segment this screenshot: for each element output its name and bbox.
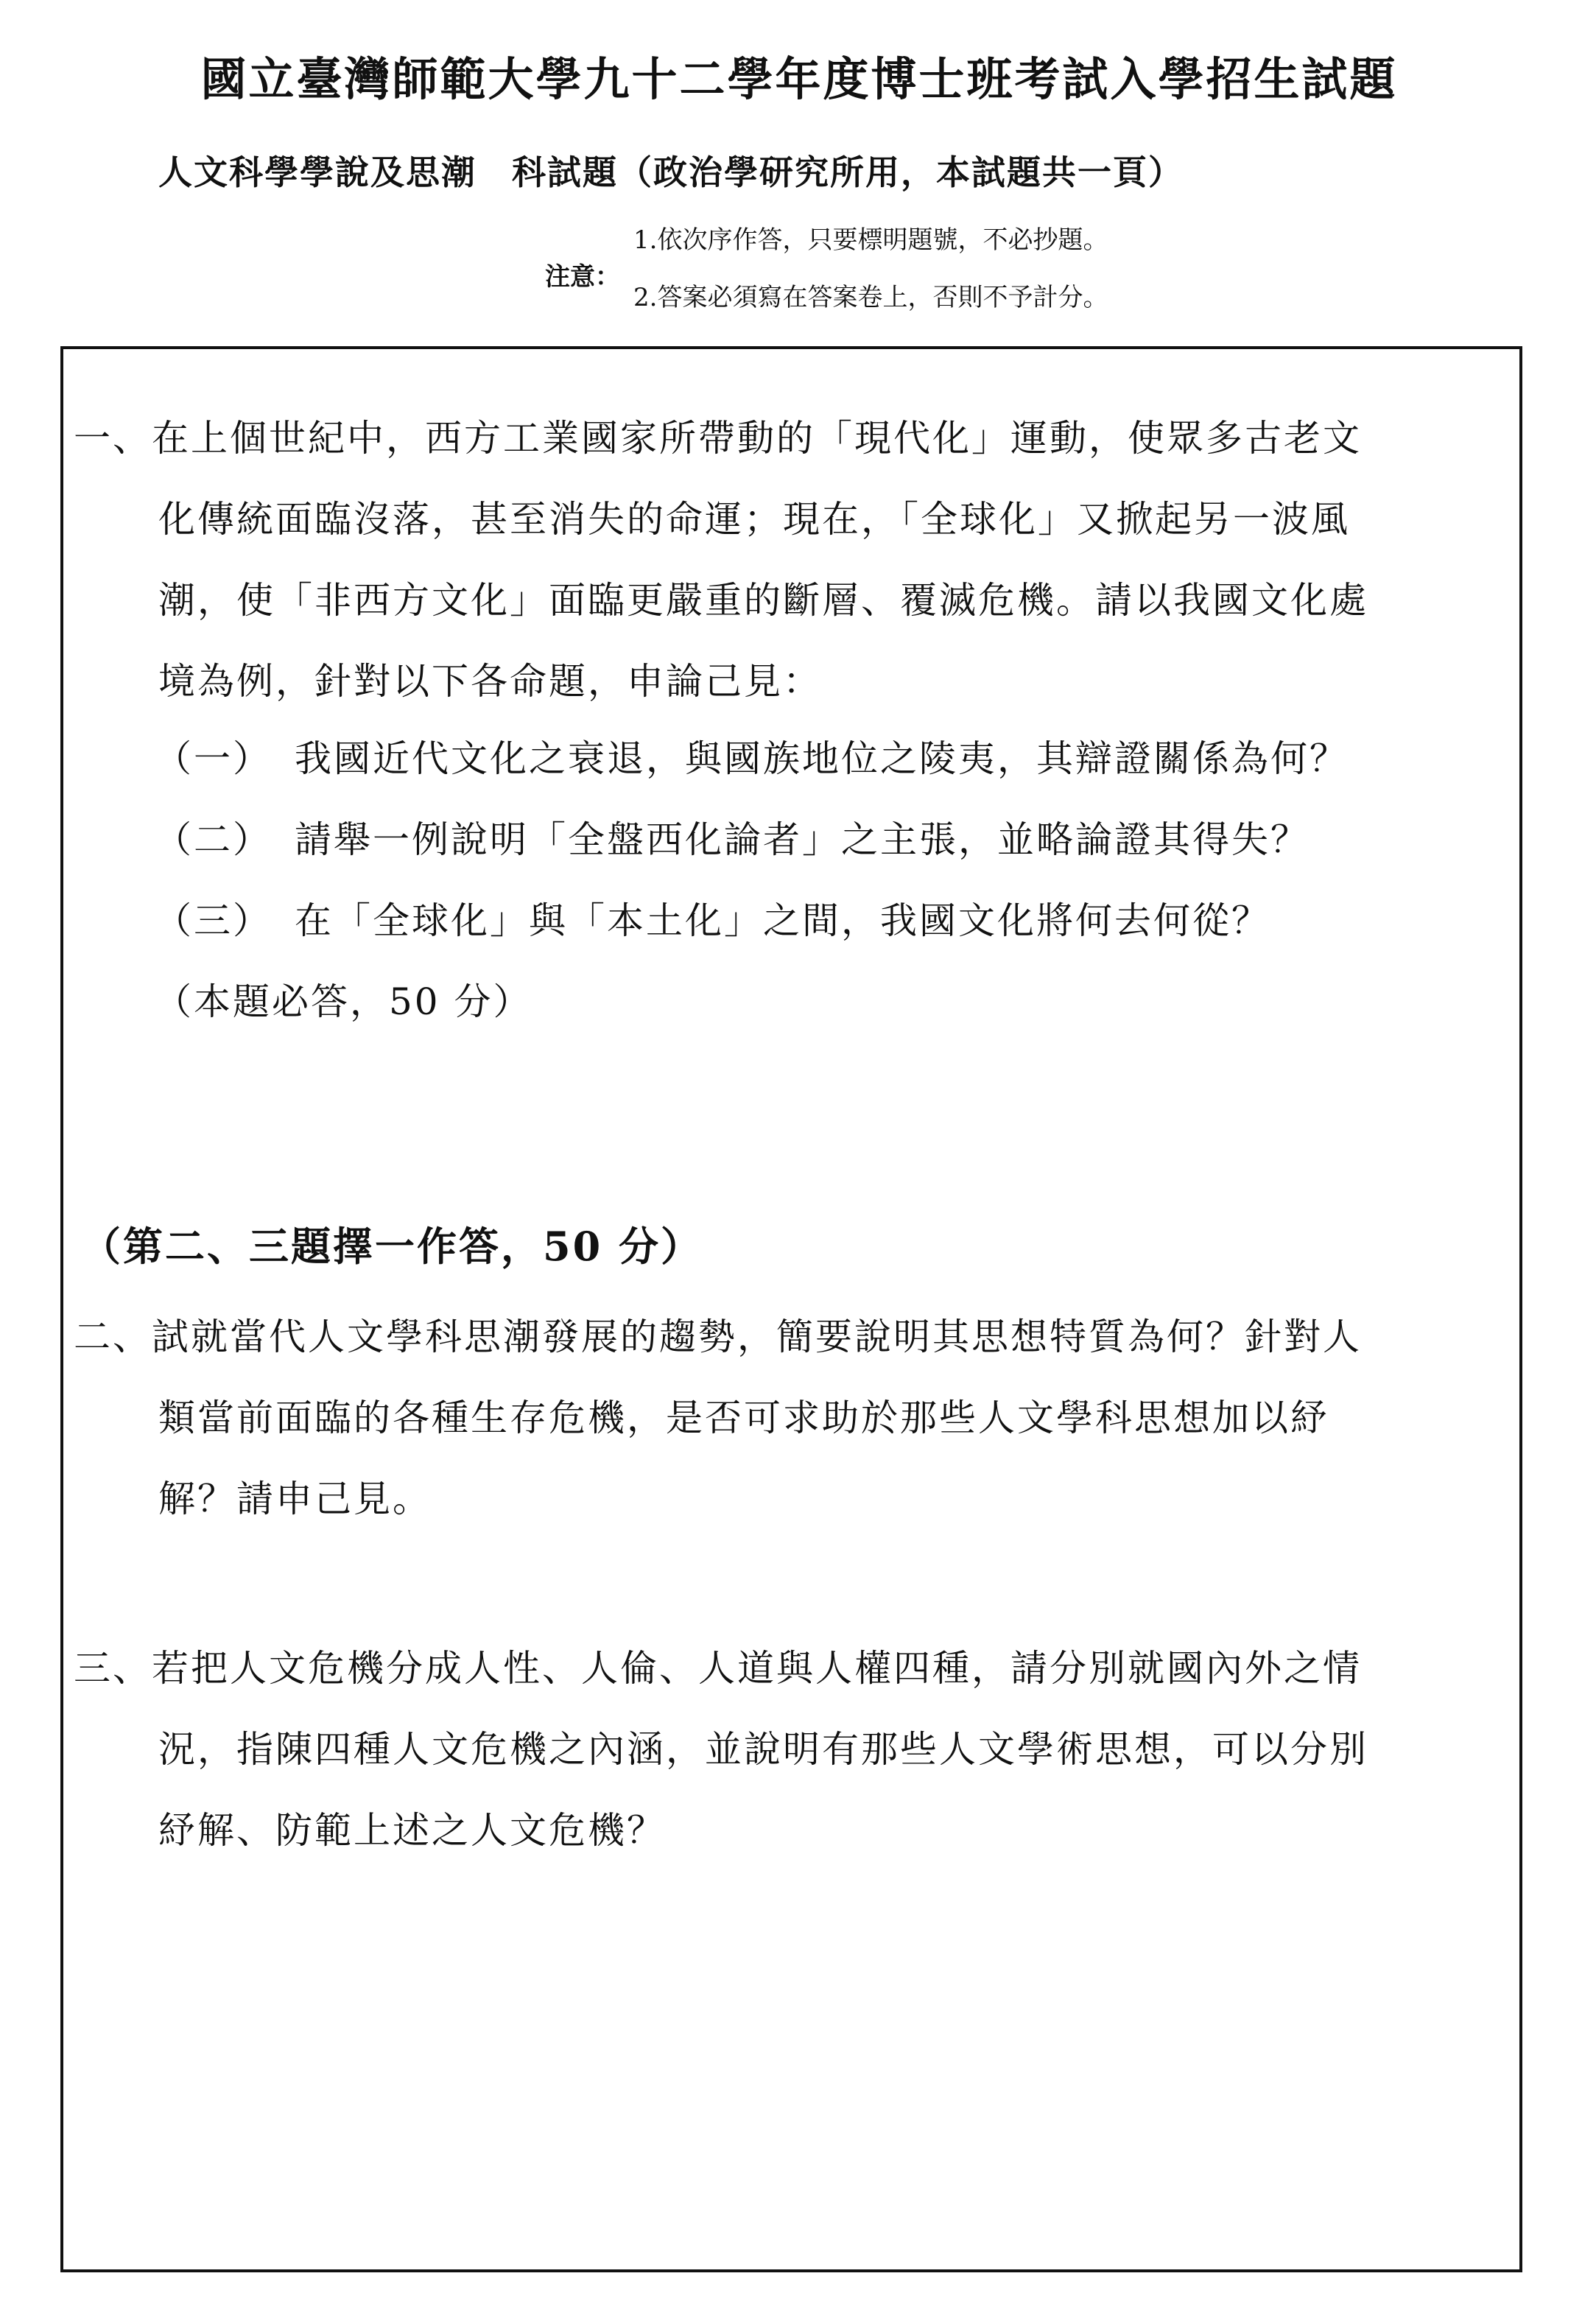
question-1-line-4: 境為例，針對以下各命題，申論己見： (158, 660, 822, 703)
question-2-line-1: 二、試就當代人文學科思潮發展的趨勢，簡要說明其思想特質為何？針對人 (74, 1316, 1362, 1358)
exam-subtitle: 人文科學學說及思潮 科試題（政治學研究所用，本試題共一頁） (158, 152, 1184, 192)
exam-title: 國立臺灣師範大學九十二學年度博士班考試入學招生試題 (200, 52, 1398, 106)
question-1-line-3: 潮，使「非西方文化」面臨更嚴重的斷層、覆滅危機。請以我國文化處 (158, 579, 1368, 622)
question-3-line-1: 三、若把人文危機分成人性、人倫、人道與人權四種，請分別就國內外之情 (74, 1647, 1362, 1690)
question-1-line-1: 一、在上個世紀中，西方工業國家所帶動的「現代化」運動，使眾多古老文 (74, 417, 1362, 460)
question-2-line-2: 類當前面臨的各種生存危機，是否可求助於那些人文學科思想加以紓 (158, 1397, 1329, 1439)
subitem-mark: （一） (155, 737, 272, 780)
question-1-subitem (155, 891, 1270, 944)
subitem-text: 請舉一例說明「全盤西化論者」之主張，並略論證其得失？ (295, 818, 1310, 861)
notice-item-1: 1.依次序作答，只要標明題號，不必抄題。 (633, 225, 1108, 255)
subitem-mark: （三） (155, 899, 272, 942)
question-2-line-3: 解？請申己見。 (158, 1478, 432, 1520)
question-3-line-3: 紓解、防範上述之人文危機？ (158, 1809, 666, 1852)
question-1-score-note: （本題必答，50 分） (155, 980, 532, 1023)
question-1-subitem (155, 729, 1349, 782)
question-3-line-2: 況，指陳四種人文危機之內涵，並說明有那些人文學術思想，可以分別 (158, 1728, 1368, 1771)
question-1-line-2: 化傳統面臨沒落，甚至消失的命運；現在，「全球化」又掀起另一波風 (158, 498, 1350, 541)
section-instruction: （第二、三題擇一作答，50 分） (81, 1223, 703, 1270)
subitem-mark: （二） (155, 818, 272, 861)
notice-item-2: 2.答案必須寫在答案卷上，否則不予計分。 (633, 283, 1108, 312)
subitem-text: 我國近代文化之衰退，與國族地位之陵夷，其辯證關係為何？ (295, 737, 1349, 780)
notice-label: 注意： (545, 262, 620, 292)
question-1-subitem (155, 810, 1310, 863)
subitem-text: 在「全球化」與「本土化」之間，我國文化將何去何從？ (295, 899, 1270, 942)
